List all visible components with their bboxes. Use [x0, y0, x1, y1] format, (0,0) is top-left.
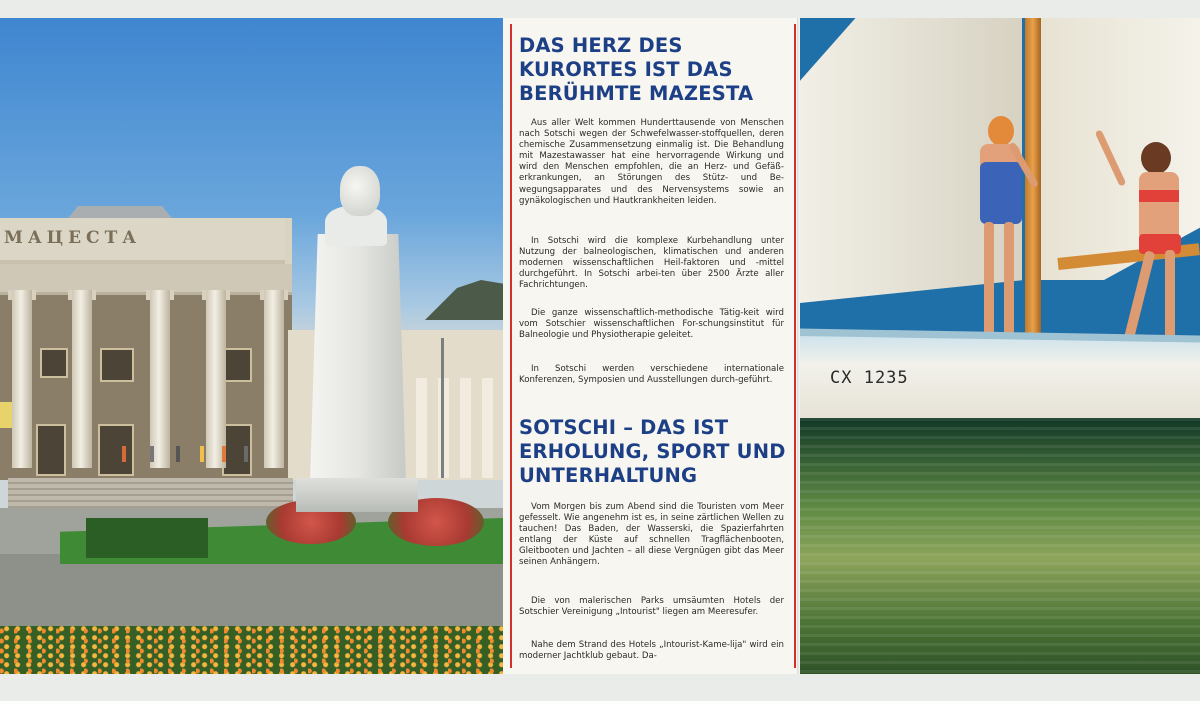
entrance-steps	[8, 478, 293, 510]
paragraph: Vom Morgen bis zum Abend sind die Touristen vom Meer gefesselt. Wie angenehm ist es, in seine zärtlichen Wellen zu tauchen! Das Baden, der Wasserski, die Spazierfahrten entlang der Küste auf schnellen Tragflächenbooten, Gleitbooten und Jachten – all diese Vergnügen gibt das Meer seinen Anhängern.	[519, 502, 784, 568]
signboard	[0, 402, 12, 428]
column	[482, 378, 493, 478]
leg	[984, 222, 994, 340]
person	[150, 446, 154, 462]
flowerbed	[0, 626, 503, 674]
hull-number: CX 1235	[830, 368, 909, 388]
bikini-top	[1139, 190, 1179, 202]
person	[176, 446, 180, 462]
heading-mazesta: DAS HERZ DES KURORTES IST DAS BERÜHMTE MAZESTA	[519, 34, 754, 105]
column	[460, 378, 471, 478]
right-red-rule	[794, 24, 796, 668]
leg	[1004, 222, 1014, 340]
monument-pedestal	[310, 234, 406, 484]
column	[72, 290, 92, 468]
heading-sotschi: SOTSCHI – DAS IST ERHOLUNG, SPORT UND UNTERHALTUNG	[519, 416, 786, 487]
paragraph: In Sotschi werden verschiedene internationale Konferenzen, Symposien und Ausstellungen durch-geführt.	[519, 364, 784, 386]
head	[988, 116, 1014, 146]
person	[222, 446, 226, 462]
person	[244, 446, 248, 462]
doorway	[98, 424, 134, 476]
woman-blue-swimsuit	[970, 116, 1030, 346]
sailboat-photo	[800, 18, 1200, 674]
column	[206, 290, 226, 468]
head	[1141, 142, 1171, 174]
window	[40, 348, 68, 378]
column	[416, 378, 427, 478]
column	[264, 290, 284, 468]
column	[12, 290, 32, 468]
monument-plinth	[296, 478, 418, 512]
paragraph: Aus aller Welt kommen Hunderttausende von Menschen nach Sotschi wegen der Schwefelwasser-stoffquellen, deren chemische Zusammensetzung einmalig ist. Die Behandlung mit Mazestawasser hat eine hervorragende Wirkung und wird den Menschen empfohlen, die an Herz- und Gefäß-erkrankungen, an Störungen des Stütz- und Be-wegungsapparates und des Nervensystems sowie an gynäkologischen und Hautkrankheiten leiden.	[519, 118, 784, 206]
woman-red-bikini	[1105, 128, 1195, 358]
torso	[1139, 172, 1179, 242]
person	[122, 446, 126, 462]
window	[222, 348, 252, 382]
hedge	[86, 518, 208, 558]
paragraph: Die ganze wissenschaftlich-methodische Tätig-keit wird vom Sotschier wissenschaftlichen For-schungsinstitut für Balneologie und Physiotherapie geleitet.	[519, 308, 784, 341]
window	[100, 348, 134, 382]
building-sign: МАЦЕСТА	[4, 228, 142, 248]
swimsuit	[980, 162, 1022, 224]
street-lamp	[441, 338, 444, 478]
person	[200, 446, 204, 462]
column	[150, 290, 170, 468]
paragraph: In Sotschi wird die komplexe Kurbehandlung unter Nutzung der balneologischen, klimatischen und anderen modernen wissenschaftlichen Heil-faktoren und -mittel durchgeführt. In Sotschi arbei-ten über 2500 Ärzte aller Fachrichtungen.	[519, 236, 784, 291]
paragraph: Nahe dem Strand des Hotels „Intourist-Kame-lija" wird ein moderner Jachtklub gebaut. Da-	[519, 640, 784, 662]
doorway	[36, 424, 66, 476]
mazesta-building	[0, 218, 292, 480]
road	[0, 554, 503, 626]
brochure-spread	[0, 18, 1200, 674]
mountain	[425, 280, 503, 320]
water-reflection	[800, 418, 1200, 674]
monument-head	[340, 166, 380, 216]
building-frieze	[0, 218, 285, 264]
mazesta-building-photo	[0, 18, 503, 674]
text-page	[503, 18, 800, 674]
paragraph: Die von malerischen Parks umsäumten Hotels der Sotschier Vereinigung „Intourist" liegen am Meeresufer.	[519, 596, 784, 618]
left-red-rule	[510, 24, 512, 668]
